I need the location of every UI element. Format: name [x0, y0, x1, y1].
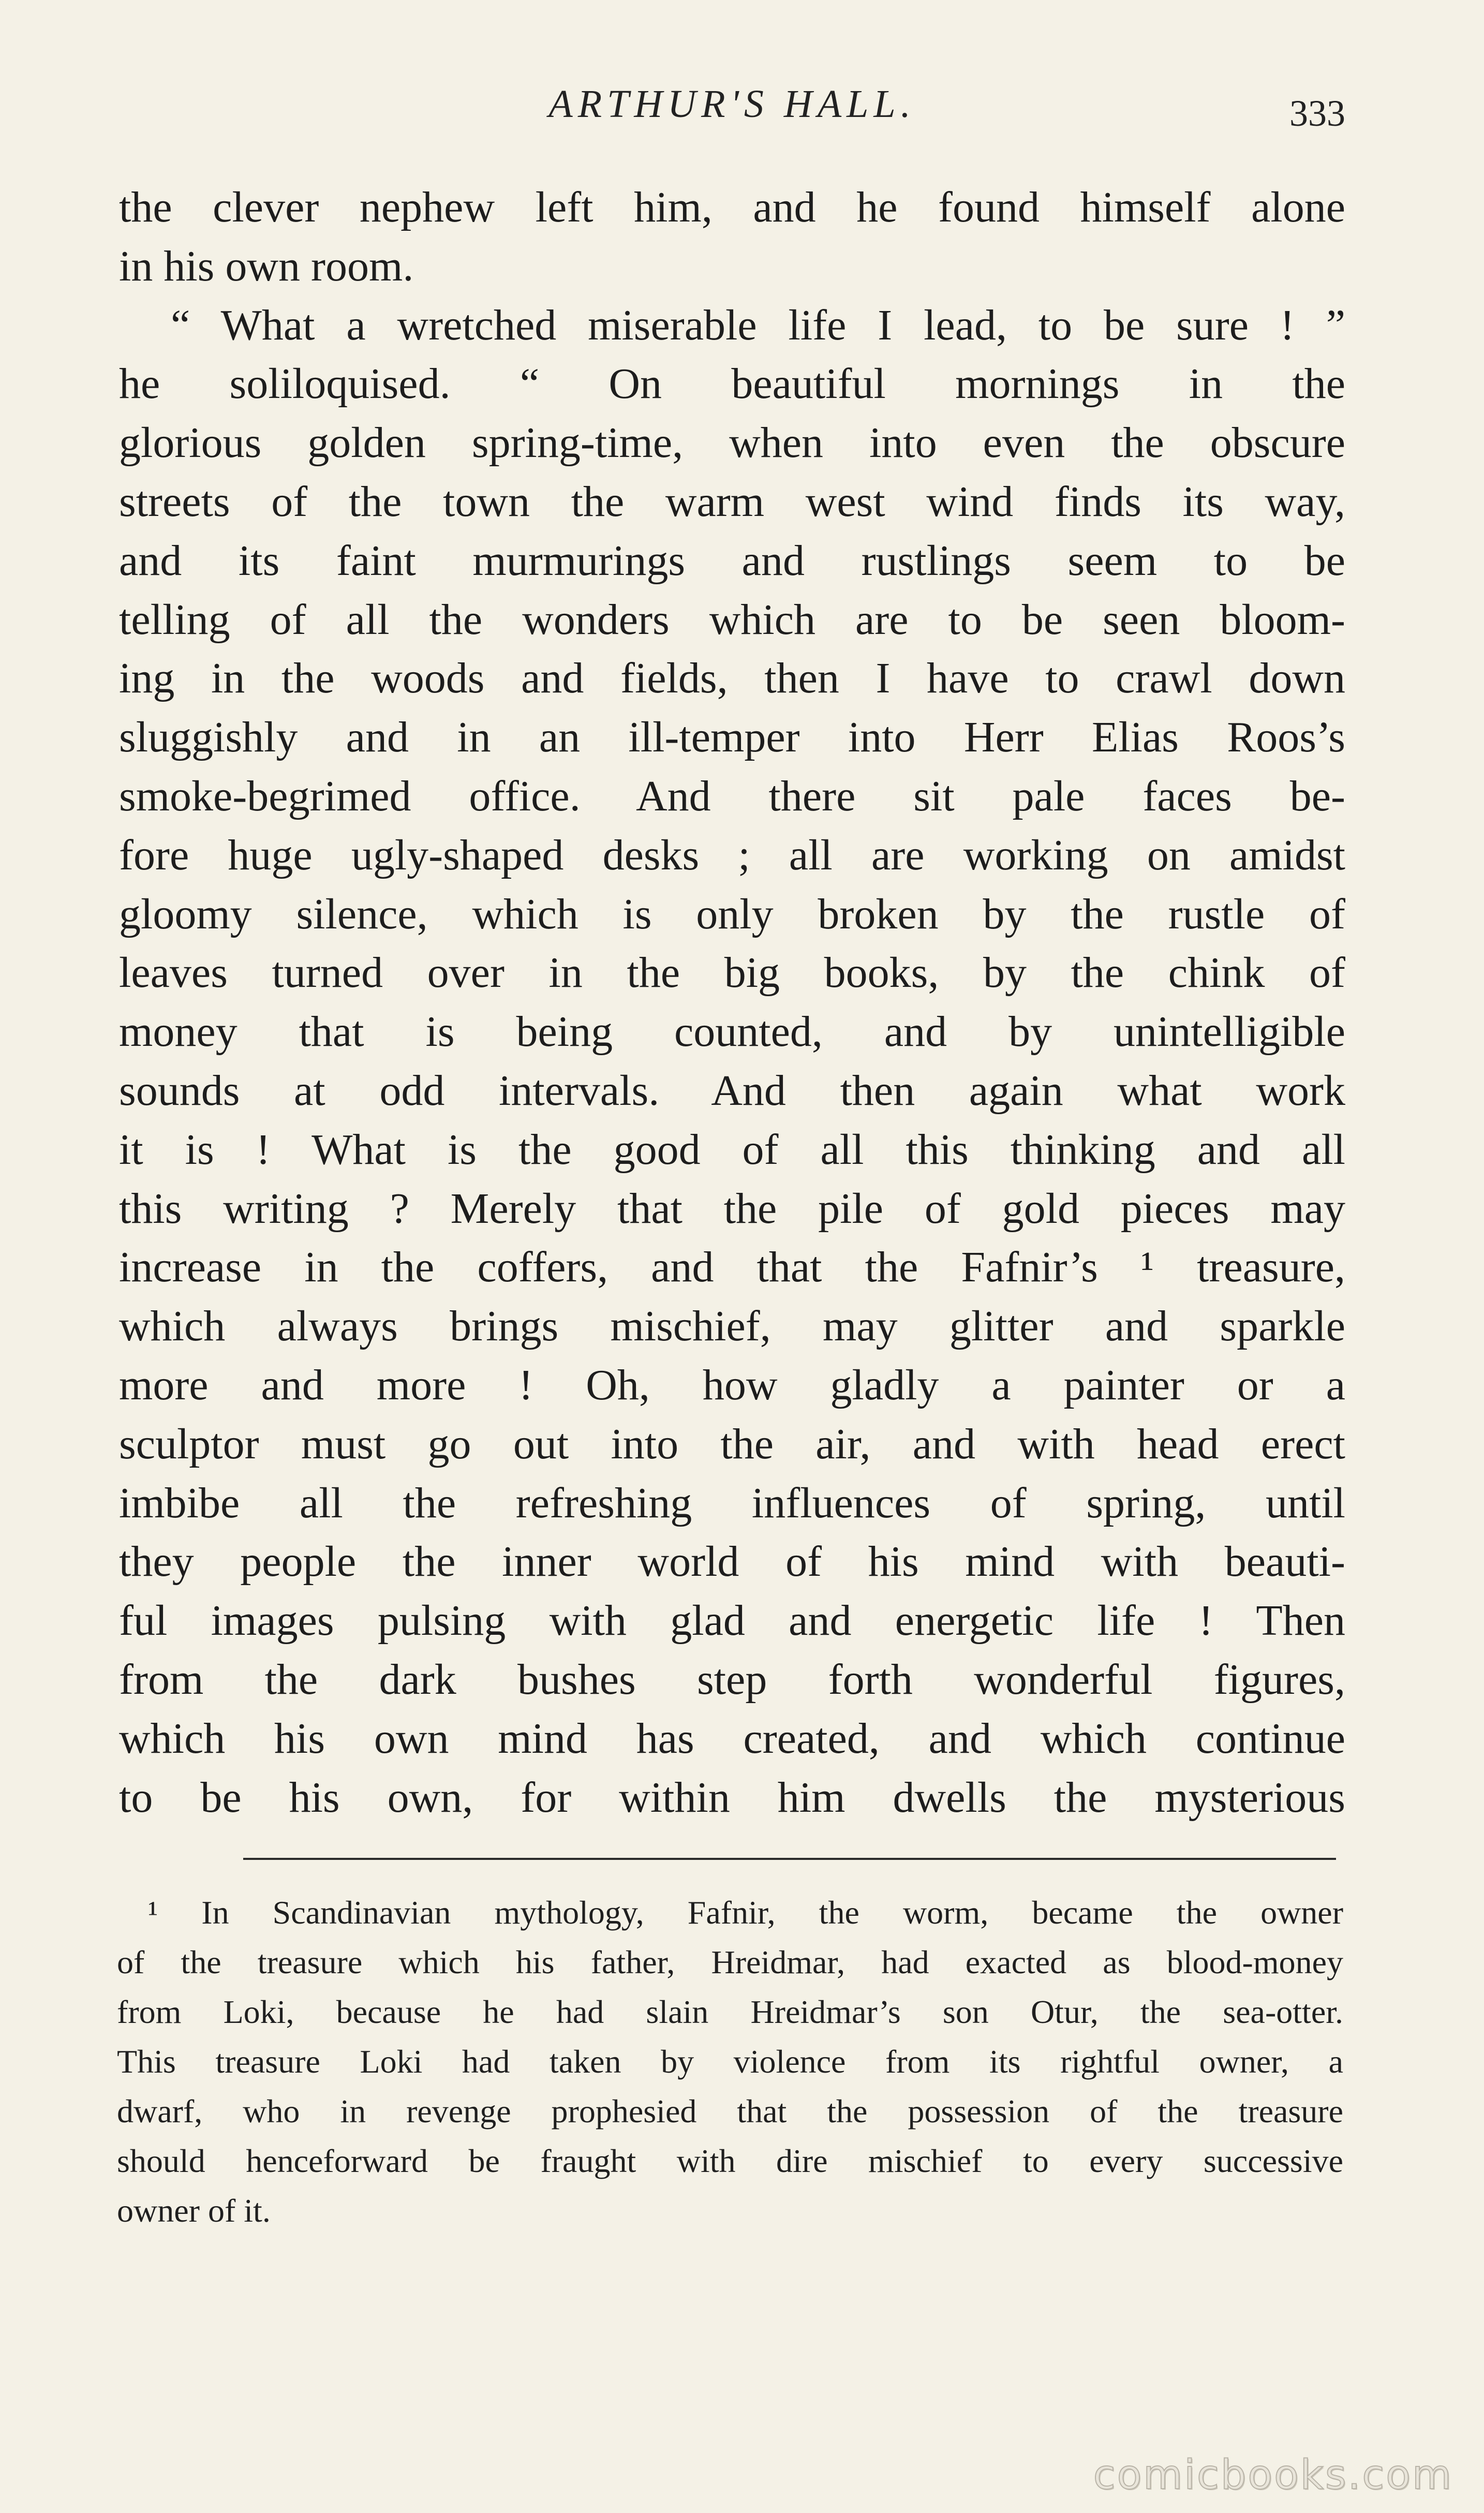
body-line: fore huge ugly-shaped desks ; all are working on amidst [119, 831, 1345, 879]
body-line: increase in the coffers, and that the Fafnir’s ¹ treasure, [119, 1243, 1345, 1292]
body-line: sculptor must go out into the air, and with head erect [119, 1420, 1345, 1468]
body-line: to be his own, for within him dwells the mysterious [119, 1773, 1345, 1822]
body-line: ing in the woods and fields, then I have to crawl down [119, 654, 1345, 703]
body-line: sounds at odd intervals. And then again what work [119, 1066, 1345, 1115]
page-number: 333 [1289, 93, 1345, 134]
body-line: streets of the town the warm west wind finds its way, [119, 477, 1345, 526]
body-line: they people the inner world of his mind with beauti- [119, 1538, 1345, 1586]
body-line: and its faint murmurings and rustlings seem to be [119, 536, 1345, 585]
body-line: which always brings mischief, may glitter and sparkle [119, 1302, 1345, 1351]
body-line: he soliloquised. “ On beautiful mornings in the [119, 360, 1345, 408]
body-line: it is ! What is the good of all this thinking and all [119, 1125, 1345, 1174]
body-line: money that is being counted, and by unintelligible [119, 1008, 1345, 1056]
footnote-rule [243, 1858, 1336, 1860]
running-title: ARTHUR'S HALL. [548, 82, 916, 126]
body-line: smoke-begrimed office. And there sit pale faces be- [119, 772, 1345, 820]
body-line: in his own room. [119, 242, 414, 290]
footnote-line: dwarf, who in revenge prophesied that the possession of the treasure [117, 2093, 1343, 2130]
body-line: the clever nephew left him, and he found himself alone [119, 183, 1345, 231]
footnote [117, 1888, 1343, 2236]
footnote-line: ¹ In Scandinavian mythology, Fafnir, the worm, became the owner [148, 1894, 1343, 1931]
footnote-line: owner of it. [117, 2192, 271, 2229]
body-line: sluggishly and in an ill-temper into Herr Elias Roos’s [119, 713, 1345, 762]
watermark: comicbooks.com [1093, 2452, 1453, 2499]
body-line: imbibe all the refreshing influences of spring, until [119, 1479, 1345, 1527]
footnote-line: This treasure Loki had taken by violence from its rightful owner, a [117, 2043, 1343, 2080]
body-line: which his own mind has created, and which continue [119, 1714, 1345, 1763]
body-line: from the dark bushes step forth wonderful figures, [119, 1655, 1345, 1704]
footnote-line: from Loki, because he had slain Hreidmar’s son Otur, the sea-otter. [117, 1993, 1343, 2030]
body-line: telling of all the wonders which are to be seen bloom- [119, 595, 1345, 644]
body-line: this writing ? Merely that the pile of gold pieces may [119, 1184, 1345, 1233]
body-line: leaves turned over in the big books, by the chink of [119, 949, 1345, 997]
running-head [119, 82, 1345, 144]
footnote-line: of the treasure which his father, Hreidmar, had exacted as blood-money [117, 1944, 1343, 1980]
body-line: ful images pulsing with glad and energetic life ! Then [119, 1597, 1345, 1645]
body-line: more and more ! Oh, how gladly a painter or a [119, 1361, 1345, 1409]
body-line: “ What a wretched miserable life I lead, to be sure ! ” [171, 301, 1345, 349]
footnote-line: should henceforward be fraught with dire mischief to every successive [117, 2142, 1343, 2179]
body-line: gloomy silence, which is only broken by the rustle of [119, 890, 1345, 938]
body-text [119, 178, 1345, 1827]
body-line: glorious golden spring-time, when into even the obscure [119, 419, 1345, 467]
